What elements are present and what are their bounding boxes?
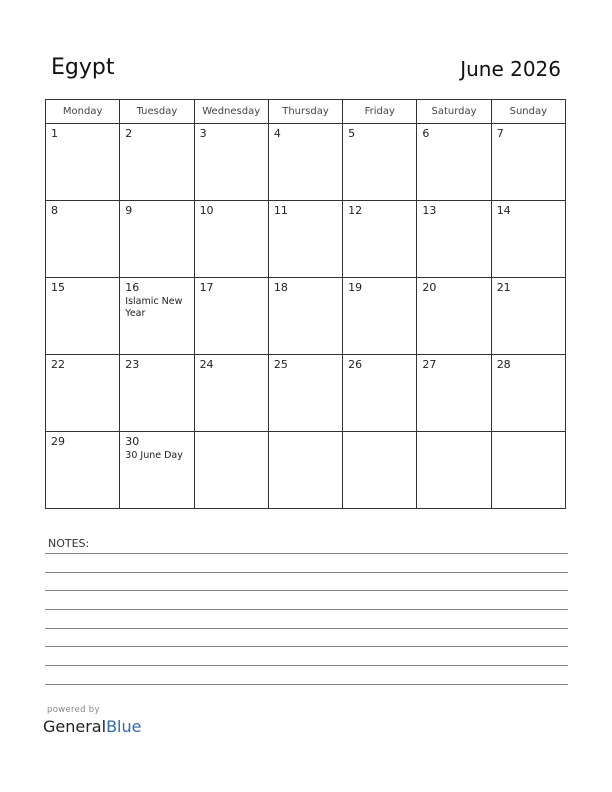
- day-cell[interactable]: [120, 278, 194, 355]
- weekday-header: Monday: [46, 100, 120, 124]
- day-cell[interactable]: [194, 124, 268, 201]
- day-cell[interactable]: [46, 432, 120, 509]
- day-cell[interactable]: [46, 124, 120, 201]
- day-cell[interactable]: [46, 355, 120, 432]
- day-number: 7: [496, 127, 504, 140]
- note-line: [45, 665, 568, 666]
- week-row: [46, 124, 566, 201]
- day-cell[interactable]: [46, 201, 120, 278]
- weekday-header: Saturday: [417, 100, 491, 124]
- day-number: 18: [273, 281, 288, 294]
- week-row: [46, 278, 566, 355]
- day-cell[interactable]: [194, 355, 268, 432]
- weekday-header: Sunday: [491, 100, 565, 124]
- day-number: 17: [199, 281, 214, 294]
- day-cell[interactable]: [417, 201, 491, 278]
- day-cell[interactable]: [120, 201, 194, 278]
- day-number: 14: [496, 204, 511, 217]
- day-number: 8: [51, 204, 58, 217]
- day-number: 12: [348, 204, 363, 217]
- day-number: 6: [422, 127, 430, 140]
- day-number: 30: [125, 435, 140, 448]
- day-cell[interactable]: [491, 278, 565, 355]
- country-title: Egypt: [51, 55, 115, 80]
- day-cell[interactable]: [46, 278, 120, 355]
- day-number: 5: [348, 127, 356, 140]
- day-cell[interactable]: [343, 201, 417, 278]
- day-cell[interactable]: [268, 432, 342, 509]
- note-line: [45, 553, 568, 554]
- day-cell[interactable]: [268, 278, 342, 355]
- notes-label: NOTES:: [48, 537, 90, 550]
- weekday-header: Friday: [343, 100, 417, 124]
- day-cell[interactable]: [491, 432, 565, 509]
- day-cell[interactable]: [120, 432, 194, 509]
- note-line: [45, 572, 568, 573]
- brand-logo[interactable]: [43, 717, 141, 736]
- day-number: 26: [348, 358, 363, 371]
- day-cell[interactable]: [417, 124, 491, 201]
- day-cell[interactable]: [491, 201, 565, 278]
- note-line: [45, 609, 568, 610]
- day-number: 10: [199, 204, 214, 217]
- holiday-label: 30 June Day: [125, 450, 183, 461]
- day-cell[interactable]: [194, 432, 268, 509]
- day-cell[interactable]: [491, 355, 565, 432]
- day-cell[interactable]: [343, 432, 417, 509]
- note-line: [45, 684, 568, 685]
- day-cell[interactable]: [417, 355, 491, 432]
- week-row: [46, 432, 566, 509]
- day-cell[interactable]: [343, 355, 417, 432]
- day-number: 2: [125, 127, 133, 140]
- day-cell[interactable]: [120, 355, 194, 432]
- day-cell[interactable]: [417, 278, 491, 355]
- day-cell[interactable]: [120, 124, 194, 201]
- day-number: 23: [125, 358, 140, 371]
- weekday-header: Wednesday: [194, 100, 268, 124]
- day-cell[interactable]: [491, 124, 565, 201]
- day-number: 4: [273, 127, 281, 140]
- day-number: 15: [51, 281, 65, 294]
- day-number: 21: [496, 281, 511, 294]
- day-number: 28: [496, 358, 511, 371]
- day-cell[interactable]: [268, 201, 342, 278]
- day-number: 9: [125, 204, 133, 217]
- day-number: 11: [273, 204, 288, 217]
- week-row: [46, 201, 566, 278]
- day-cell[interactable]: [343, 278, 417, 355]
- day-number: 27: [422, 358, 437, 371]
- day-number: 3: [199, 127, 207, 140]
- day-cell[interactable]: [417, 432, 491, 509]
- day-number: 24: [199, 358, 214, 371]
- note-line: [45, 628, 568, 629]
- weekday-header-row: [46, 100, 566, 124]
- week-row: [46, 355, 566, 432]
- weekday-header: Tuesday: [120, 100, 194, 124]
- day-cell[interactable]: [268, 124, 342, 201]
- day-number: 29: [51, 435, 65, 448]
- note-line: [45, 590, 568, 591]
- day-number: 25: [273, 358, 288, 371]
- brand-general-text: General: [43, 717, 107, 736]
- brand-blue-text: Blue: [106, 717, 142, 736]
- day-cell[interactable]: [343, 124, 417, 201]
- day-number: 20: [422, 281, 437, 294]
- holiday-label: Islamic New Year: [125, 296, 183, 319]
- month-year-title: June 2026: [460, 57, 561, 81]
- day-cell[interactable]: [268, 355, 342, 432]
- day-number: 22: [51, 358, 65, 371]
- day-number: 13: [422, 204, 437, 217]
- powered-by-text: powered by: [47, 705, 100, 715]
- day-number: 16: [125, 281, 140, 294]
- day-number: 1: [51, 127, 58, 140]
- note-line: [45, 646, 568, 647]
- day-number: 19: [348, 281, 363, 294]
- day-cell[interactable]: [194, 201, 268, 278]
- day-cell[interactable]: [194, 278, 268, 355]
- weekday-header: Thursday: [268, 100, 342, 124]
- calendar-grid: [45, 99, 566, 509]
